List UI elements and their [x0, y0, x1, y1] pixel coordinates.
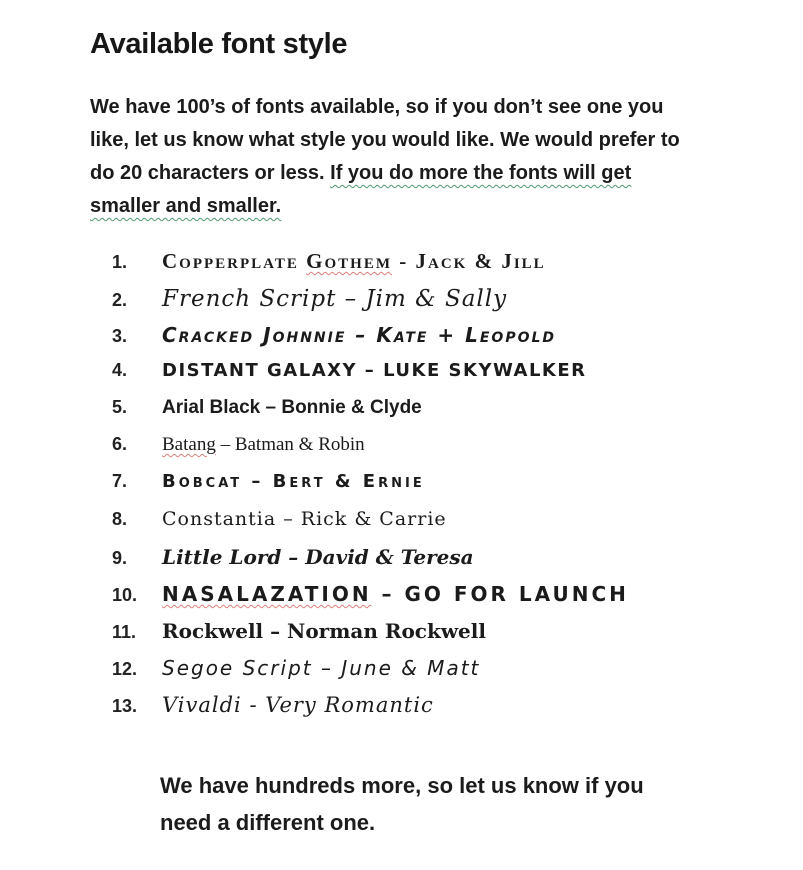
font-list-item [112, 619, 748, 645]
font-list-item [112, 397, 748, 423]
font-list-item [112, 286, 748, 312]
list-item-number: 1. [112, 252, 128, 272]
intro-grammar-underlined-text: If you do more the fonts will get smaller and smaller. [90, 162, 632, 217]
font-list-item [112, 360, 748, 386]
spellcheck-flagged-word: Gothem [306, 249, 392, 273]
list-item-number: 8. [112, 509, 128, 529]
list-item-number: 10. [112, 585, 138, 605]
font-sample-text: Vivaldi - Very Romantic [162, 693, 434, 717]
font-list-item [112, 545, 748, 571]
font-sample-text: NASALAZATION – GO FOR LAUNCH [162, 582, 629, 606]
font-sample-text: Constantia – Rick & Carrie [162, 508, 447, 530]
list-item-number: 2. [112, 290, 128, 310]
font-sample-text: Little Lord – David & Teresa [162, 545, 474, 569]
font-list-item [112, 434, 748, 460]
list-item-number: 11. [112, 622, 137, 642]
list-item-number: 12. [112, 659, 138, 679]
list-item-number: 5. [112, 397, 128, 417]
list-item-number: 7. [112, 471, 128, 491]
font-list-item [112, 508, 748, 534]
font-sample-text: Arial Black – Bonnie & Clyde [162, 397, 422, 418]
font-sample-text: Cracked Johnnie – Kate + Leopold [162, 323, 557, 347]
font-list-item [112, 471, 748, 497]
font-sample-text: Bobcat – Bert & Ernie [162, 471, 425, 492]
intro-paragraph [90, 91, 705, 223]
font-list-item [112, 656, 748, 682]
spellcheck-flagged-word: Batang [162, 434, 216, 455]
spellcheck-flagged-word: NASALAZATION [162, 582, 372, 606]
page-title: Available font style [90, 28, 348, 60]
font-sample-text: DISTANT GALAXY – LUKE SKYWALKER [162, 360, 587, 381]
font-sample-text: French Script – Jim & Sally [162, 286, 508, 312]
list-item-number: 13. [112, 696, 138, 716]
closing-paragraph: We have hundreds more, so let us know if you need a different one. [160, 773, 644, 835]
font-style-list [112, 249, 748, 719]
list-item-number: 3. [112, 326, 128, 346]
list-item-number: 6. [112, 434, 128, 454]
font-list-item [112, 249, 748, 275]
list-item-number: 4. [112, 360, 128, 380]
intro-text: We have 100’s of fonts available, so if you don’t see one you like, let us know what style you would like. We would prefer to do 20 characters or less. [90, 96, 680, 184]
font-list-item [112, 693, 748, 719]
font-list-item [112, 582, 748, 608]
font-list-item [112, 323, 748, 349]
font-sample-text: Batang – Batman & Robin [162, 434, 365, 455]
font-sample-text: Rockwell – Norman Rockwell [162, 619, 486, 643]
list-item-number: 9. [112, 548, 128, 568]
font-sample-text: Copperplate Gothem - Jack & Jill [162, 249, 546, 273]
font-sample-text: Segoe Script – June & Matt [162, 656, 481, 680]
